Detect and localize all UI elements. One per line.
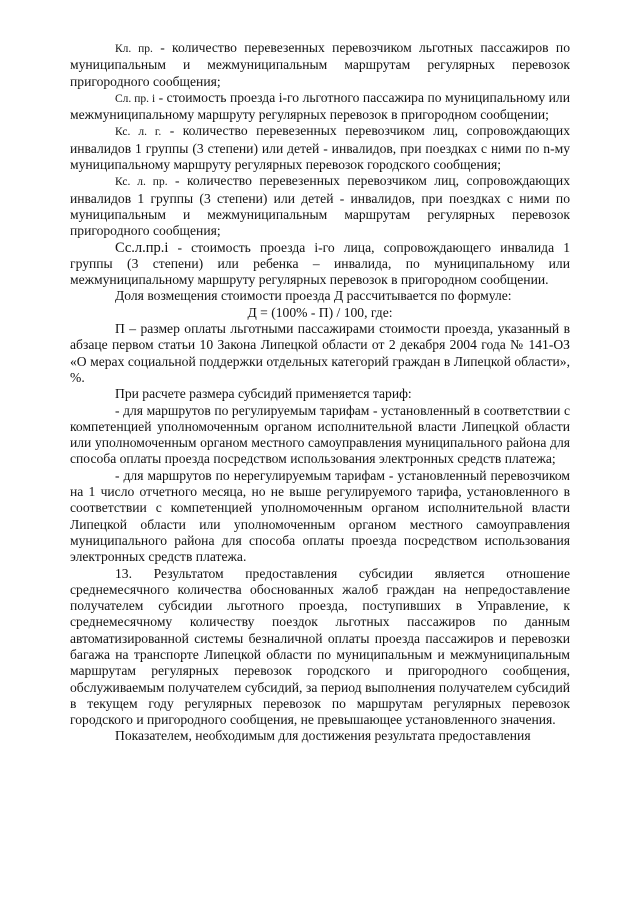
paragraph-text: - стоимость проезда i-го лица, сопровождающего инвалида 1 группы (3 степени) или ребенка – инвалида, по муниципальному или межмуниципальному маршруту регулярных перевозок в пригородном сообщении. (70, 239, 570, 288)
paragraph-share-formula-intro (70, 288, 570, 304)
paragraph-text: - количество перевезенных перевозчиком лиц, сопровождающих инвалидов 1 группы (3 степени) или детей - инвалидов, при поездках с ними по n-му муниципальному маршруту регулярных перевозок городского сообщения; (70, 123, 570, 173)
paragraph-indicator: Показателем, необходимым для достижения результата предоставления (115, 728, 531, 744)
symbol-ks-l-pr: Кс. л. пр. (115, 176, 168, 189)
symbol-ss-l-pr-i: Сс.л.пр.i (115, 239, 169, 256)
paragraph-ks-l-g (70, 123, 570, 173)
document-page (70, 40, 570, 745)
symbol-kl-pr: Кл. пр. (115, 43, 153, 55)
paragraph-section-13: 13. Результатом предоставления субсидии является отношение среднемесячного количества обоснованных жалоб граждан на непредоставление получателем субсидии льготного проезда, поступивших в Управление, к среднемесячному количеству поездок льготных пассажиров по данным автоматизированной системы безналичной оплаты проезда пассажиров и перевозки багажа на транспорте Липецкой области по муниципальным и межмуниципальным маршрутам регулярных перевозок городского и пригородного сообщения, обслуживаемым получателем субсидий, за период выполнения получателем субсидий в текущем году регулярных перевозок по маршрутам регулярных перевозок городского и пригородного сообщения, не превышающее установленного значения. (70, 565, 570, 728)
paragraph-text: - количество перевезенных перевозчиком льготных пассажиров по муниципальным и межмуниципальным маршрутам регулярных перевозок пригородного сообщения; (70, 40, 570, 89)
paragraph-p-definition: П – размер оплаты льготными пассажирами стоимости проезда, указанный в абзаце первом статьи 10 Закона Липецкой области от 2 декабря 2004 года № 141-ОЗ «О мерах социальной поддержки отдельных категорий граждан в Липецкой области», %. (70, 321, 570, 385)
paragraph-text: - количество перевезенных перевозчиком лиц, сопровождающих инвалидов 1 группы (3 степени) или детей - инвалидов, при поездках с ними по муниципальным и межмуниципальным маршрутам регулярных перевозок пригородного сообщения; (70, 173, 570, 239)
paragraph-ks-l-pr (70, 173, 570, 239)
paragraph-unregulated-tariff: - для маршрутов по нерегулируемым тарифам - установленный перевозчиком на 1 число отчетного месяца, но не выше регулируемого тарифа, установленного в соответствии с компетенцией уполномоченным органом исполнительной власти Липецкой области или уполномоченным органом местного самоуправления муниципального района для способа оплаты проезда посредством использования электронных средств платежа. (70, 467, 570, 565)
paragraph-text: Доля возмещения стоимости проезда Д рассчитывается по формуле: (115, 288, 512, 304)
paragraph-text: - стоимость проезда i-го льготного пассажира по муниципальному или межмуниципальному маршруту регулярных перевозок в пригородном сообщении; (70, 89, 570, 123)
paragraph-ss-l-pr-i (70, 240, 570, 289)
symbol-ks-l-g: Кс. л. г. (115, 126, 162, 139)
symbol-sl-pr-i: Сл. пр. i (115, 92, 156, 105)
paragraph-tariff-intro: При расчете размера субсидий применяется тариф: (115, 386, 412, 402)
paragraph-sl-pr-i (70, 90, 570, 124)
paragraph-kl-pr (70, 40, 570, 90)
formula: Д = (100% - П) / 100, где: (247, 304, 393, 320)
paragraph-regulated-tariff: - для маршрутов по регулируемым тарифам - установленный в соответствии с компетенцией уполномоченным органом исполнительной власти Липецкой области или уполномоченным органом местного самоуправления муниципального района для способа оплаты проезда посредством использования электронных средств платежа; (70, 402, 570, 467)
